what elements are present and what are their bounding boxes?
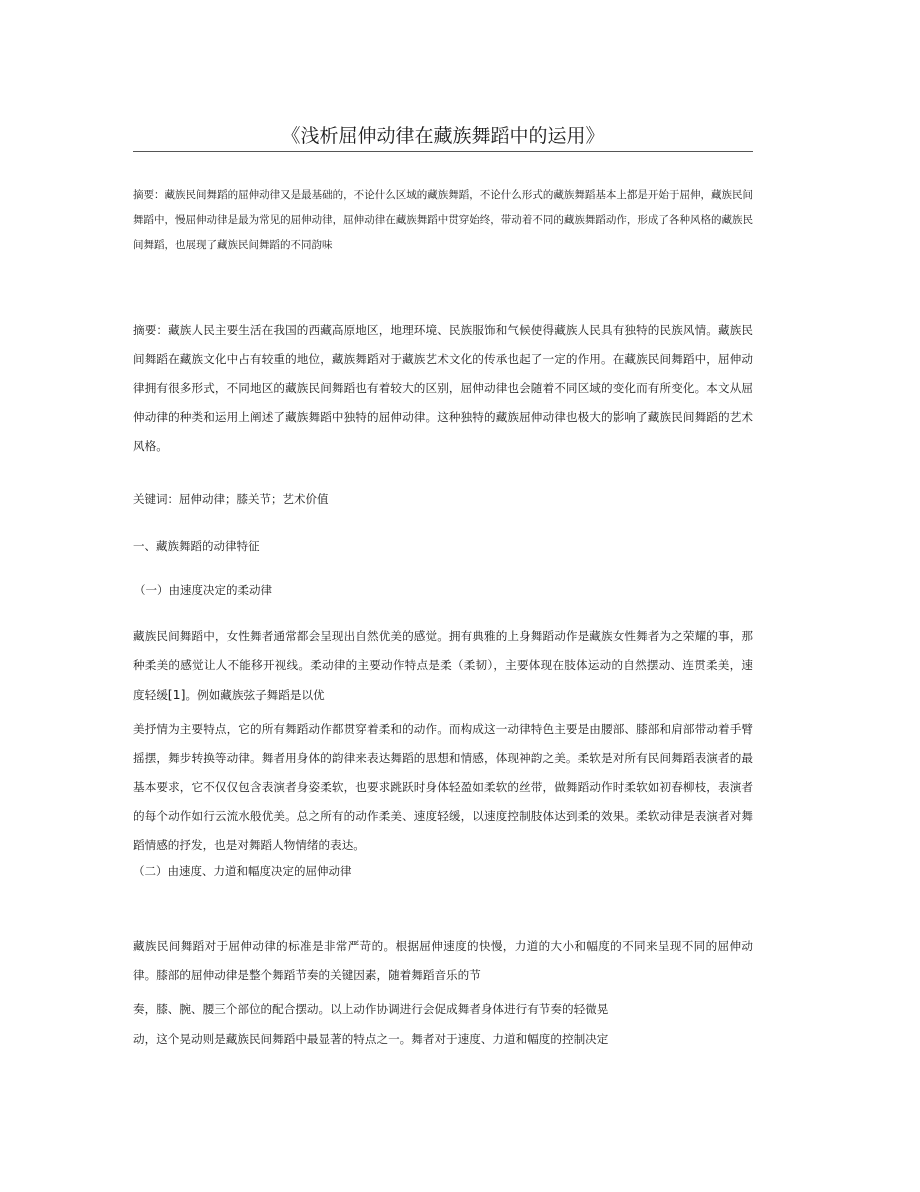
citation-ref[interactable]: [1] bbox=[167, 687, 186, 702]
paragraph-1 bbox=[133, 622, 753, 710]
abstract-long: 摘要：藏族人民主要生活在我国的西藏高原地区，地理环境、民族服饰和气候使得藏族人民具有独特的民族风情。藏族民间舞蹈在藏族文化中占有较重的地位，藏族舞蹈对于藏族艺术文化的传承也起了一定的作用。在藏族民间舞蹈中，屈伸动律拥有很多形式，不同地区的藏族民间舞蹈也有着较大的区别，屈伸动律也会随着不同区域的变化而有所变化。本文从屈伸动律的种类和运用上阐述了藏族舞蹈中独特的屈伸动律。这种独特的藏族屈伸动律也极大的影响了藏族民间舞蹈的艺术风格。 bbox=[133, 323, 753, 453]
paragraph-3: 藏族民间舞蹈对于屈伸动律的标准是非常严苛的。根据屈伸速度的快慢，力道的大小和幅度的不同来呈现不同的屈伸动律。膝部的屈伸动律是整个舞蹈节奏的关键因素，随着舞蹈音乐的节 bbox=[133, 939, 753, 982]
paragraph-4-line-2: 动，这个晃动则是藏族民间舞蹈中最显著的特点之一。舞者对于速度、力道和幅度的控制决定 bbox=[133, 1032, 609, 1046]
subsection-heading-1: （一）由速度决定的柔动律 bbox=[134, 583, 272, 597]
abstract-short: 摘要：藏族民间舞蹈的屈伸动律又是最基础的，不论什么区域的藏族舞蹈，不论什么形式的藏族舞蹈基本上都是开始于屈伸，藏族民间舞蹈中，慢屈伸动律是最为常见的屈伸动律，屈伸动律在藏族舞蹈中贯穿始终，带动着不同的藏族舞蹈动作，形成了各种风格的藏族民间舞蹈，也展现了藏族民间舞蹈的不同韵味 bbox=[133, 189, 753, 251]
paragraph-1-tail: 。例如藏族弦子舞蹈是以优 bbox=[185, 688, 325, 702]
title-underline bbox=[133, 151, 753, 152]
section-heading-1: 一、藏族舞蹈的动律特征 bbox=[133, 539, 260, 553]
keywords: 关键词：屈伸动律；膝关节；艺术价值 bbox=[133, 492, 329, 506]
document-title: 《浅析屈伸动律在藏族舞蹈中的运用》 bbox=[281, 125, 605, 147]
subsection-heading-2: （二）由速度、力道和幅度决定的屈伸动律 bbox=[133, 864, 352, 878]
paragraph-1-text: 藏族民间舞蹈中，女性舞者通常都会呈现出自然优美的感觉。拥有典雅的上身舞蹈动作是藏族女性舞者为之荣耀的事，那种柔美的感觉让人不能移开视线。柔动律的主要动作特点是柔（柔韧），主要体现在肢体运动的自然摆动、连贯柔美，速度轻缓 bbox=[133, 629, 753, 702]
paragraph-4-line-1: 奏，膝、腕、腰三个部位的配合摆动。以上动作协调进行会促成舞者身体进行有节奏的轻微晃 bbox=[133, 1002, 609, 1016]
paragraph-2: 美抒情为主要特点，它的所有舞蹈动作都贯穿着柔和的动作。而构成这一动律特色主要是由腰部、膝部和肩部带动着手臂摇摆，舞步转换等动律。舞者用身体的韵律来表达舞蹈的思想和情感，体现神韵之美。柔软是对所有民间舞蹈表演者的最基本要求，它不仅仅包含表演者身姿柔软，也要求跳跃时身体轻盈如柔软的丝带，做舞蹈动作时柔软如初春柳枝，表演者的每个动作如行云流水般优美。总之所有的动作柔美、速度轻缓，以速度控制肢体达到柔的效果。柔软动律是表演者对舞蹈情感的抒发，也是对舞蹈人物情绪的表达。 bbox=[133, 722, 753, 852]
